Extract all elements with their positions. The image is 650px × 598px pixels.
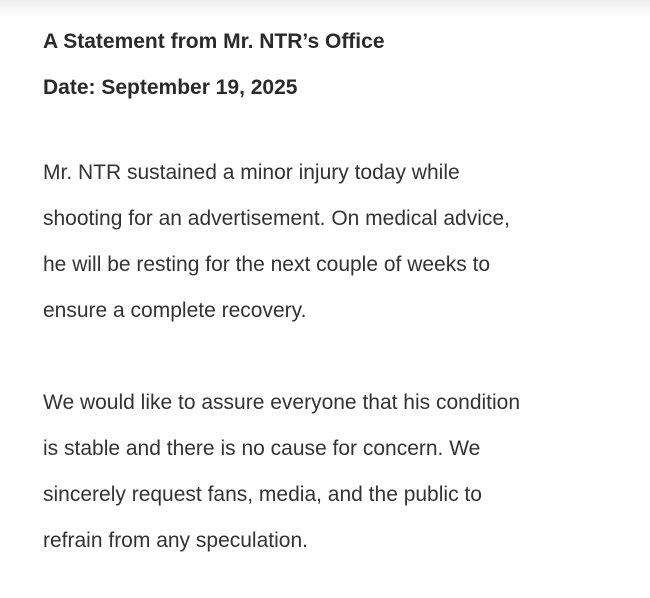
paragraph-line: Mr. NTR sustained a minor injury today while [43,161,460,184]
top-shadow [0,0,650,18]
paragraph-line: sincerely request fans, media, and the public to [43,483,482,506]
statement-title: A Statement from Mr. NTR’s Office [43,30,385,53]
statement-document [43,30,633,564]
paragraph-line: is stable and there is no cause for concern. We [43,437,481,460]
paragraph-line: We would like to assure everyone that his condition [43,391,521,414]
paragraph-line: refrain from any speculation. [43,529,308,552]
paragraph-line: ensure a complete recovery. [43,299,307,322]
statement-paragraph-1 [43,150,633,334]
statement-date: Date: September 19, 2025 [43,76,298,99]
statement-paragraph-2 [43,380,633,564]
paragraph-line: shooting for an advertisement. On medical advice, [43,207,510,230]
paragraph-line: he will be resting for the next couple of weeks to [43,253,491,276]
